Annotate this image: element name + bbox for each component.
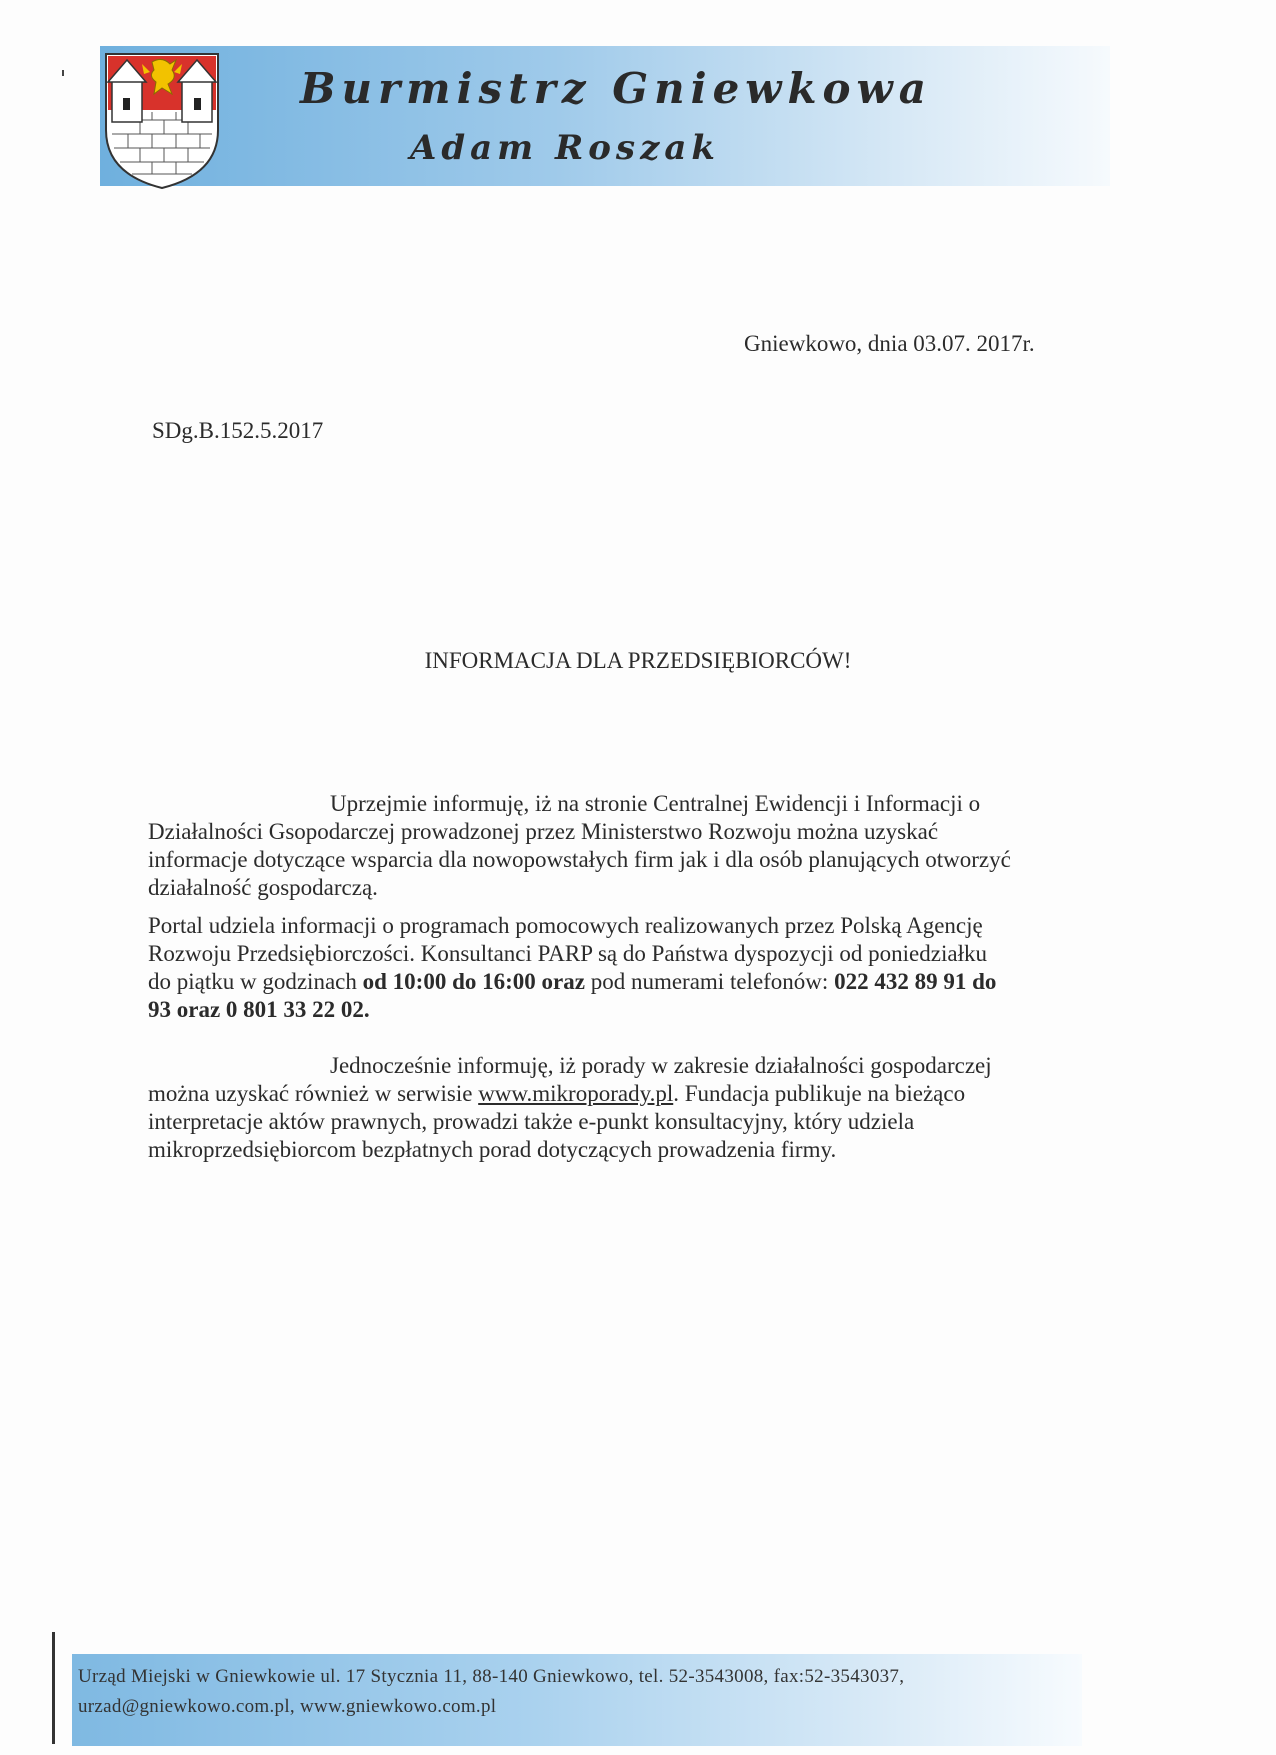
footer-contact: urzad@gniewkowo.com.pl, www.gniewkowo.com.pl: [78, 1696, 497, 1717]
text-segment: można uzyskać również w serwisie: [148, 1081, 479, 1106]
office-hours: od 10:00 do 16:00 oraz: [362, 969, 585, 994]
paragraph-line: mikroprzedsiębiorcom bezpłatnych porad dotyczących prowadzenia firmy.: [148, 1137, 837, 1162]
paragraph-line: Rozwoju Przedsiębiorczości. Konsultanci PARP są do Państwa dyspozycji od poniedziałku: [148, 941, 987, 966]
paragraph-line: Jednocześnie informuję, iż porady w zakresie działalności gospodarczej: [330, 1053, 992, 1078]
text-segment: pod numerami telefonów:: [584, 969, 835, 994]
phone-numbers-continued: 93 oraz 0 801 33 22 02.: [148, 997, 370, 1022]
footer-address: Urząd Miejski w Gniewkowie ul. 17 Stycznia 11, 88-140 Gniewkowo, tel. 52-3543008, fax:52-3543037,: [78, 1666, 905, 1687]
paragraph-line: Portal udziela informacji o programach pomocowych realizowanych przez Polską Agencję: [148, 913, 983, 938]
reference-number: SDg.B.152.5.2017: [152, 418, 324, 443]
paragraph-1: [148, 790, 1098, 902]
document-date: Gniewkowo, dnia 03.07. 2017r.: [744, 331, 1035, 356]
paragraph-line: informacje dotyczące wsparcia dla nowopowstałych firm jak i dla osób planujących otworzyć: [148, 847, 1011, 872]
mikroporady-link[interactable]: www.mikroporady.pl: [478, 1081, 674, 1106]
footer-rule: [52, 1632, 55, 1744]
paragraph-2: [148, 912, 1098, 1024]
header-title: Burmistrz Gniewkowa: [300, 64, 932, 113]
scan-artifact: [62, 70, 64, 76]
paragraph-line: Działalności Gsopodarczej prowadzonej przez Ministerstwo Rozwoju można uzyskać: [148, 819, 939, 844]
paragraph-line: interpretacje aktów prawnych, prowadzi także e-punkt konsultacyjny, który udziela: [148, 1109, 915, 1134]
phone-numbers: 022 432 89 91 do: [834, 969, 997, 994]
text-segment: do piątku w godzinach: [148, 969, 363, 994]
paragraph-line: Uprzejmie informuję, iż na stronie Centralnej Ewidencji i Informacji o: [330, 791, 981, 816]
header-subtitle: Adam Roszak: [410, 128, 720, 168]
paragraph-line: działalność gospodarczą.: [148, 875, 378, 900]
paragraph-line: [148, 1080, 1098, 1108]
document-heading: INFORMACJA DLA PRZEDSIĘBIORCÓW!: [424, 648, 852, 673]
city-crest-icon: [98, 50, 226, 192]
paragraph-line: [148, 968, 1098, 996]
text-segment: . Fundacja publikuje na bieżąco: [673, 1081, 966, 1106]
paragraph-3: [148, 1052, 1098, 1164]
